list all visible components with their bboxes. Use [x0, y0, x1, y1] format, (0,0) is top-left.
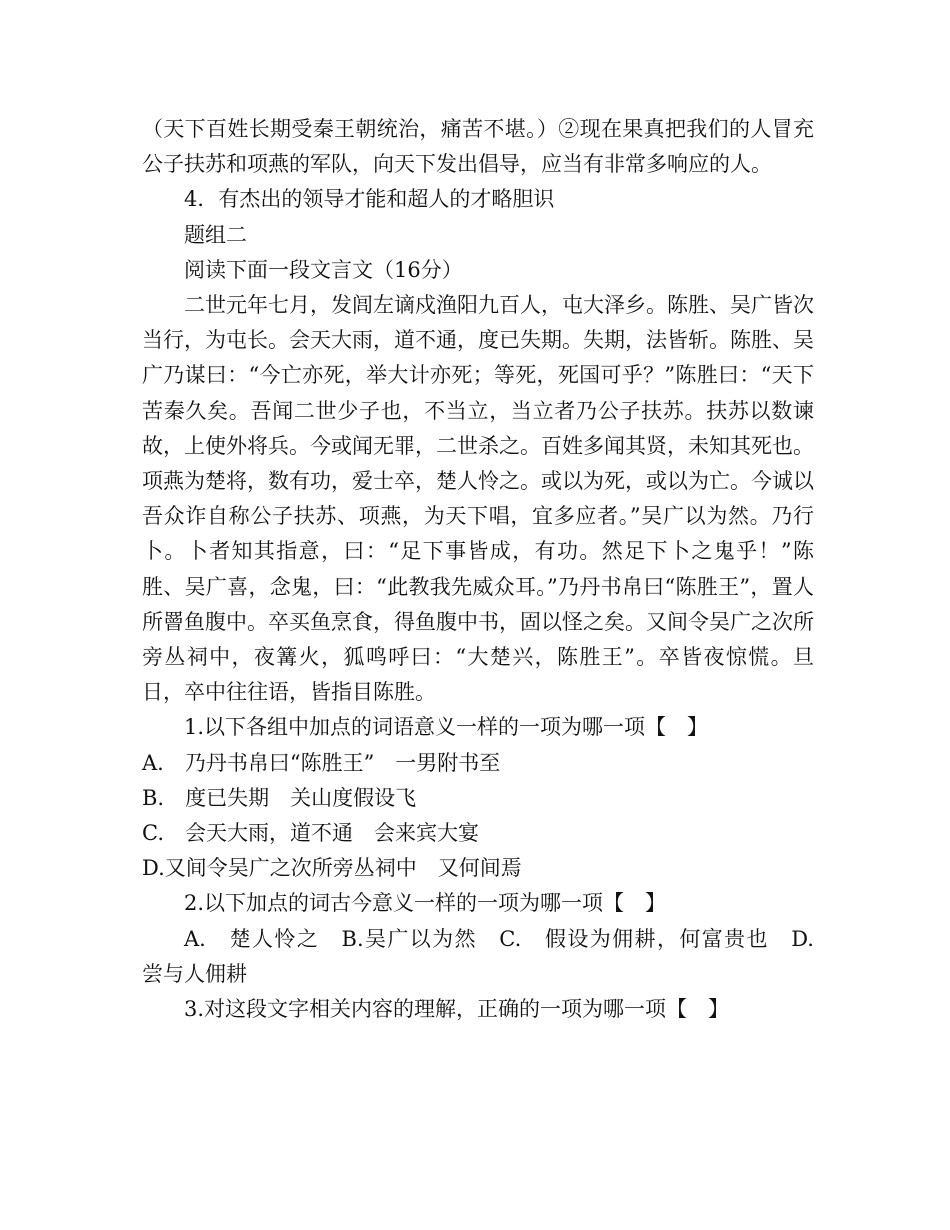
reading-instruction: 阅读下面一段文言文（16分） — [184, 257, 463, 282]
answer-item-4: 4．有杰出的领导才能和超人的才略胆识 — [184, 187, 555, 212]
question-1-option-c: C. 会天大雨，道不通 会来宾大宴 — [142, 821, 479, 846]
section-heading: 题组二 — [184, 222, 247, 247]
question-1-option-b: B. 度已失期 关山度假设飞 — [142, 785, 417, 810]
question-2-stem: 2.以下加点的词古今意义一样的一项为哪一项【 】 — [184, 891, 667, 916]
question-1-option-a: A. 乃丹书帛曰“陈胜王” 一男附书至 — [142, 750, 501, 775]
document-body — [142, 112, 835, 1027]
question-3-stem: 3.对这段文字相关内容的理解，正确的一项为哪一项【 】 — [184, 997, 730, 1022]
paragraph-translation: （天下百姓长期受秦王朝统治，痛苦不堪。）②现在果真把我们的人冒充公子扶苏和项燕的军队，向天下发出倡导，应当有非常多响应的人。 — [142, 117, 814, 177]
question-2-options: A. 楚人怜之 B.吴广以为然 C. 假设为佣耕，何富贵也 D. 尝与人佣耕 — [142, 926, 835, 986]
question-1-stem: 1.以下各组中加点的词语意义一样的一项为哪一项【 】 — [184, 715, 709, 740]
question-1-option-d: D.又间令吴广之次所旁丛祠中 又何间焉 — [142, 856, 522, 881]
classical-passage: 二世元年七月，发闾左谪戍渔阳九百人，屯大泽乡。陈胜、吴广皆次当行，为屯长。会天大雨，道不通，度已失期。失期，法皆斩。陈胜、吴广乃谋曰：“今亡亦死，举大计亦死；等死，死国可乎？”陈胜曰：“天下苦秦久矣。吾闻二世少子也，不当立，当立者乃公子扶苏。扶苏以数谏故，上使外将兵。今或闻无罪，二世杀之。百姓多闻其贤，未知其死也。项燕为楚将，数有功，爱士卒，楚人怜之。或以为死，或以为亡。今诚以吾众诈自称公子扶苏、项燕，为天下唱，宜多应者。”吴广以为然。乃行卜。卜者知其指意，曰：“足下事皆成，有功。然足下卜之鬼乎！”陈胜、吴广喜，念鬼，曰：“此教我先威众耳。”乃丹书帛曰“陈胜王”，置人所罾鱼腹中。卒买鱼烹食，得鱼腹中书，固以怪之矣。又间令吴广之次所旁丛祠中，夜篝火，狐鸣呼曰：“大楚兴，陈胜王”。卒皆夜惊慌。旦日，卒中往往语，皆指目陈胜。 — [142, 293, 814, 705]
